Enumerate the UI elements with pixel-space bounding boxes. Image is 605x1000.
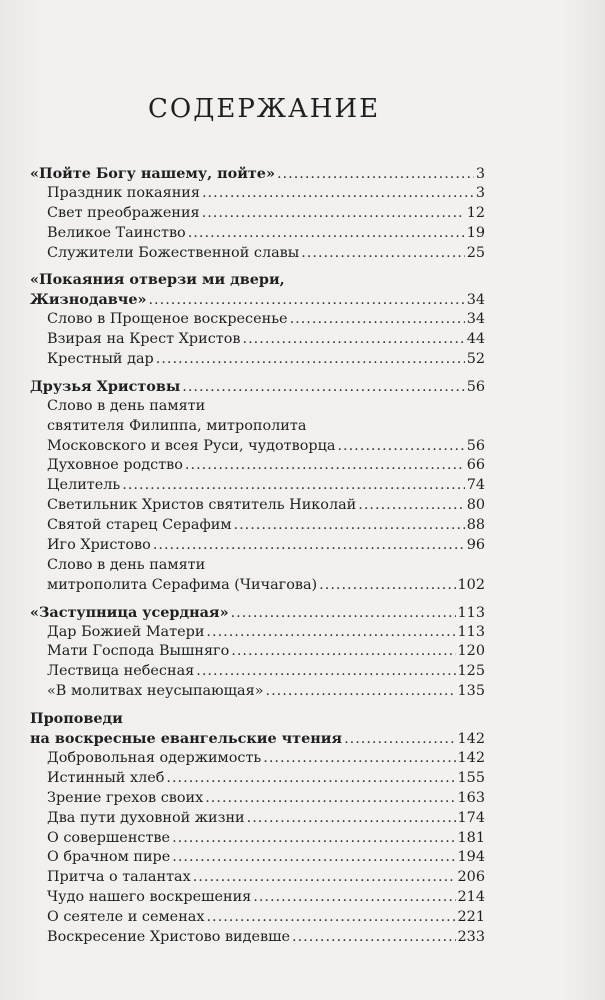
dot-leader <box>122 476 464 496</box>
toc-page-number: 194 <box>457 849 485 866</box>
toc-page-number: 214 <box>457 889 485 906</box>
toc-page-number: 206 <box>457 869 485 886</box>
toc-page-number: 102 <box>457 576 485 593</box>
toc-entry <box>30 476 485 496</box>
toc-entry-title: О совершенстве <box>47 829 171 846</box>
toc-page-number: 221 <box>457 909 485 926</box>
toc-entry <box>30 888 485 908</box>
toc-section-heading <box>30 709 485 729</box>
toc-page-number: 52 <box>466 351 485 368</box>
toc-entry <box>30 417 485 437</box>
toc-entry <box>30 397 485 417</box>
dot-leader <box>153 536 465 556</box>
toc-page-number: 135 <box>457 683 485 700</box>
toc-section-heading <box>30 603 485 623</box>
dot-leader <box>301 244 464 264</box>
toc-page-number: 3 <box>475 166 485 182</box>
toc-section-heading <box>30 729 485 749</box>
dot-leader <box>253 888 455 908</box>
dot-leader <box>166 769 455 789</box>
toc-entry-title: Чудо нашего воскрешения <box>47 889 252 906</box>
toc-entry-title: Духовное родство <box>47 457 183 474</box>
toc-page-number: 74 <box>466 477 485 494</box>
toc-page-number: 181 <box>457 829 485 846</box>
toc-entry-title: Проповеди <box>30 710 123 728</box>
dot-leader <box>206 623 455 643</box>
dot-leader <box>358 496 464 516</box>
dot-leader <box>172 829 455 849</box>
toc-entry <box>30 310 485 330</box>
toc-page-number: 56 <box>466 378 485 395</box>
toc-entry-title: «Покаяния отверзи ми двери, <box>30 271 285 289</box>
toc-entry-title: Праздник покаяния <box>47 184 200 201</box>
toc-entry-title: Светильник Христов святитель Николай <box>47 497 357 514</box>
toc-entry-title: Взирая на Крест Христов <box>47 331 241 348</box>
toc-entry <box>30 496 485 516</box>
toc-page-number: 96 <box>466 537 485 554</box>
dot-leader <box>205 789 455 809</box>
toc-entry <box>30 868 485 888</box>
dot-leader <box>337 437 464 457</box>
toc-page-number: 88 <box>466 517 485 534</box>
toc-entry-title: Мати Господа Вышняго <box>47 643 230 660</box>
toc-entry-title: Добровольная одержимость <box>47 749 262 766</box>
toc-entry <box>30 437 485 457</box>
toc-entry <box>30 244 485 264</box>
toc-page-number: 233 <box>457 928 485 945</box>
toc-entry-title: Слово в день памяти <box>47 397 206 414</box>
toc-entry <box>30 749 485 769</box>
toc-page-number: 44 <box>466 331 485 348</box>
toc-entry-title: Святой старец Серафим <box>47 517 232 534</box>
toc-entry-title: Крестный дар <box>47 351 154 368</box>
toc-page-number: 142 <box>457 731 485 748</box>
dot-leader <box>185 456 465 476</box>
dot-leader <box>196 662 455 682</box>
toc-page-number: 25 <box>466 244 485 261</box>
toc-entry-title: Притча о талантах <box>47 869 191 886</box>
dot-leader <box>277 165 474 185</box>
dot-leader <box>234 516 465 536</box>
toc-entry-title: Московского и всея Руси, чудотворца <box>47 437 336 454</box>
dot-leader <box>172 848 455 868</box>
toc-entry-title: на воскресные евангельские чтения <box>30 730 343 748</box>
toc-entry <box>30 928 485 948</box>
dot-leader <box>188 224 465 244</box>
table-of-contents <box>30 164 485 948</box>
dot-leader <box>202 184 474 204</box>
toc-entry <box>30 769 485 789</box>
toc-entry-title: Жизнодавче» <box>30 291 147 309</box>
toc-entry-title: Два пути духовной жизни <box>47 809 245 826</box>
dot-leader <box>156 350 465 370</box>
toc-page-number: 163 <box>457 789 485 806</box>
toc-page-number: 3 <box>475 184 485 201</box>
toc-entry-title: Воскресение Христово видевше <box>47 928 291 945</box>
toc-entry-title: Свет преображения <box>47 204 200 221</box>
toc-page-number: 174 <box>457 809 485 826</box>
dot-leader <box>148 291 464 311</box>
toc-page-number: 80 <box>466 497 485 514</box>
toc-page-number: 34 <box>466 311 485 328</box>
toc-page-number: 34 <box>466 292 485 309</box>
dot-leader <box>247 809 456 829</box>
toc-page-number: 19 <box>466 224 485 241</box>
toc-entry <box>30 184 485 204</box>
toc-entry <box>30 204 485 224</box>
toc-entry <box>30 848 485 868</box>
dot-leader <box>263 749 455 769</box>
toc-entry-title: Лествица небесная <box>47 663 195 680</box>
toc-entry-title: «В молитвах неусыпающая» <box>47 683 264 700</box>
toc-entry-title: митрополита Серафима (Чичагова) <box>47 576 318 593</box>
toc-entry <box>30 789 485 809</box>
dot-leader <box>290 310 465 330</box>
toc-entry <box>30 350 485 370</box>
toc-entry-title: О сеятеле и семенах <box>47 909 205 926</box>
toc-entry-title: Иго Христово <box>47 537 151 554</box>
toc-page-number: 120 <box>457 643 485 660</box>
toc-entry <box>30 556 485 576</box>
toc-entry-title: Служители Божественной славы <box>47 244 300 261</box>
toc-entry <box>30 330 485 350</box>
toc-entry-title: Истинный хлеб <box>47 769 165 786</box>
toc-entry <box>30 536 485 556</box>
toc-entry <box>30 682 485 702</box>
toc-entry-title: Друзья Христовы <box>30 377 181 395</box>
toc-entry-title: «Пойте Богу нашему, пойте» <box>30 165 275 182</box>
toc-section-heading <box>30 377 485 397</box>
dot-leader <box>319 576 455 596</box>
toc-entry <box>30 456 485 476</box>
toc-entry <box>30 809 485 829</box>
toc-section-heading <box>30 270 485 290</box>
toc-section-heading <box>30 290 485 310</box>
toc-entry-title: Зрение грехов своих <box>47 789 204 806</box>
dot-leader <box>202 204 465 224</box>
dot-leader <box>344 730 455 750</box>
toc-entry-title: Слово в Прощеное воскресенье <box>47 311 288 328</box>
dot-leader <box>243 330 465 350</box>
toc-entry <box>30 224 485 244</box>
toc-entry <box>30 516 485 536</box>
dot-leader <box>206 908 455 928</box>
toc-entry <box>30 623 485 643</box>
toc-entry-title: святителя Филиппа, митрополита <box>47 417 307 434</box>
toc-entry <box>30 662 485 682</box>
toc-entry-title: «Заступница усердная» <box>30 603 229 621</box>
toc-entry-title: О брачном пире <box>47 849 171 866</box>
toc-entry <box>30 576 485 596</box>
toc-page-number: 56 <box>466 437 485 454</box>
dot-leader <box>292 928 456 948</box>
toc-page-number: 125 <box>457 663 485 680</box>
page-title: СОДЕРЖАНИЕ <box>148 94 381 124</box>
toc-entry <box>30 642 485 662</box>
dot-leader <box>266 682 456 702</box>
dot-leader <box>231 604 456 624</box>
toc-entry <box>30 908 485 928</box>
dot-leader <box>193 868 456 888</box>
toc-entry-title: Слово в день памяти <box>47 556 206 573</box>
toc-page-number: 113 <box>457 623 485 640</box>
dot-leader <box>231 642 455 662</box>
toc-entry-title: Великое Таинство <box>47 224 186 241</box>
toc-entry <box>30 829 485 849</box>
toc-page-number: 113 <box>457 604 485 621</box>
toc-page-number: 12 <box>466 204 485 221</box>
toc-page-number: 155 <box>457 769 485 786</box>
toc-entry-title: Целитель <box>47 477 121 494</box>
toc-page-number: 66 <box>466 457 485 474</box>
toc-entry-title: Дар Божией Матери <box>47 623 205 640</box>
dot-leader <box>182 378 464 398</box>
toc-section-heading <box>30 164 485 184</box>
toc-page-number: 142 <box>457 749 485 766</box>
